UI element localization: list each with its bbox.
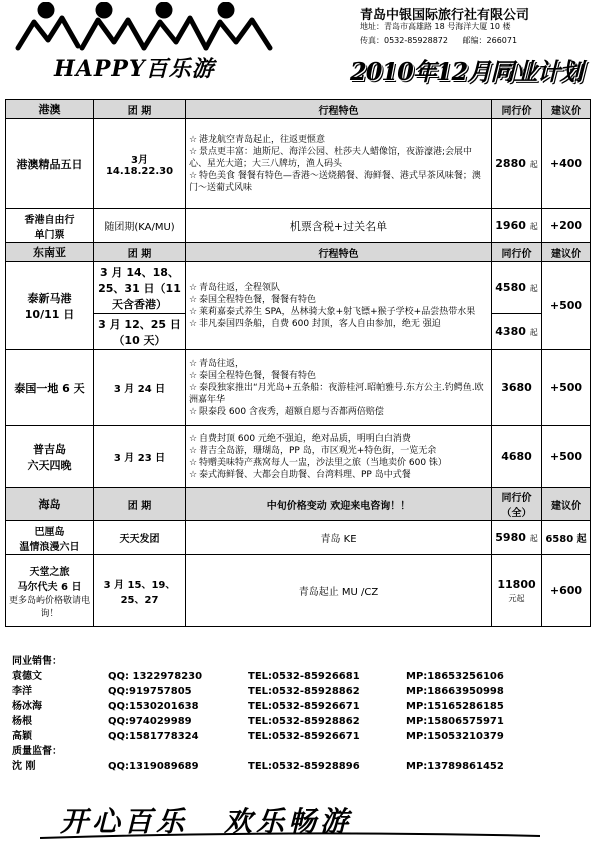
feature-item: ☆ 泰段独家推出“月光岛+五条船：夜游桂河.昭帕雅号.东方公主.钓鳄鱼.欧洲嘉年华 <box>189 382 484 405</box>
period-label: 团 期 <box>94 488 186 521</box>
table-row <box>6 555 591 627</box>
tour-features <box>186 426 492 488</box>
star-icon: ☆ <box>189 406 198 417</box>
postcode: 邮编：266071 <box>462 36 518 45</box>
fax-number: 传真：0532-85928872 <box>360 36 448 45</box>
contact-name: 袁德文 <box>12 671 42 682</box>
feature-item: ☆ 泰式海鲜餐、大都会自助餐、台湾料理、PP 岛中式餐 <box>189 469 411 480</box>
contact-name: 李洋 <box>12 686 32 697</box>
star-icon: ☆ <box>189 445 198 456</box>
contact-tel: TEL:0532-85928896 <box>248 761 360 772</box>
contact-row <box>8 759 588 774</box>
tour-date: 随团期(KA/MU) <box>94 209 186 243</box>
contact-qq: QQ: 1322978230 <box>108 671 203 682</box>
contact-tel: TEL:0532-85926671 <box>248 731 360 742</box>
company-name: 青岛中银国际旅行社有限公司 <box>360 8 530 23</box>
star-icon: ☆ <box>189 358 198 369</box>
contact-qq: QQ:1530201638 <box>108 701 199 712</box>
period-label: 团 期 <box>94 100 186 119</box>
tour-price: 1960 起 <box>492 209 542 243</box>
table-row <box>6 262 591 314</box>
tour-name: 天堂之旅 马尔代夫 6 日 <box>17 566 82 593</box>
feature-item: ☆ 港龙航空青岛起止，往返更惬意 <box>189 134 326 145</box>
tour-suggest-price: +500 <box>542 262 591 350</box>
company-contact <box>360 35 529 46</box>
plan-title: 2010年12月同业计划 <box>350 57 583 86</box>
contact-row <box>8 714 588 729</box>
tour-suggest-price: +500 <box>542 426 591 488</box>
contact-row <box>8 669 588 684</box>
contact-qq: QQ:919757805 <box>108 686 192 697</box>
period-label: 团 期 <box>94 243 186 262</box>
tour-date: 3月 14.18.22.30 <box>94 119 186 209</box>
tour-price: 2880 起 <box>492 119 542 209</box>
star-icon: ☆ <box>189 457 198 468</box>
contact-tel: TEL:0532-85926671 <box>248 701 360 712</box>
tour-date: 3 月 15、19、25、27 <box>94 555 186 627</box>
contact-mp: MP:18653256106 <box>406 671 504 682</box>
tour-price-table <box>5 99 591 627</box>
tour-price: 3680 <box>492 350 542 426</box>
sales-title: 同业销售： <box>12 656 62 667</box>
star-icon: ☆ <box>189 134 198 145</box>
star-icon: ☆ <box>189 433 198 444</box>
tour-suggest-price: +400 <box>542 119 591 209</box>
tour-name: 港澳精品五日 <box>6 119 94 209</box>
table-row <box>6 209 591 243</box>
feature-item: ☆ 泰国全程特色餐，餐餐有特色 <box>189 370 317 381</box>
tour-name-note: 更多岛屿价格敬请电询！ <box>9 595 91 619</box>
tour-name: 泰新马港 10/11 日 <box>6 262 94 350</box>
tour-features <box>186 119 492 209</box>
swoosh-underline-icon <box>40 832 540 840</box>
sales-contacts <box>8 654 588 774</box>
suggest-label: 建议价 <box>542 100 591 119</box>
feature-item: ☆ 限泰段 600 含夜秀，超额自愿与否都两倍赔偿 <box>189 406 384 417</box>
tour-suggest-price: +500 <box>542 350 591 426</box>
tour-price: 4580 起 <box>492 262 542 314</box>
tour-name-cell <box>6 555 94 627</box>
star-icon: ☆ <box>189 282 198 293</box>
table-row <box>6 426 591 488</box>
contact-row <box>8 729 588 744</box>
page-header <box>0 0 595 96</box>
contact-mp: MP:15053210379 <box>406 731 504 742</box>
feature-item: ☆ 特赠美味特产燕窝每人一盅，沙法里之旅（当地卖价 600 铢） <box>189 457 447 468</box>
slogan-right: 欢乐畅游 <box>224 805 353 838</box>
tour-features: 青岛 KE <box>186 521 492 555</box>
feature-item: ☆ 自费封顶 600 元绝不强迫，绝对品质，明明白白消费 <box>189 433 411 444</box>
feature-item: ☆ 非凡泰国四条船，自费 600 封顶，客人自由参加，绝无 强迫 <box>189 318 441 329</box>
region-label: 东南亚 <box>6 243 94 262</box>
feature-item: ☆ 泰国全程特色餐，餐餐有特色 <box>189 294 317 305</box>
tour-date: 3 月 23 日 <box>94 426 186 488</box>
features-label: 行程特色 <box>186 100 492 119</box>
tour-price: 11800 元起 <box>492 555 542 627</box>
feature-item: ☆ 景点更丰富：迪斯尼、海洋公园、杜莎夫人蜡像馆，夜游濠港;会展中心、星光大道；大三八牌坊，渔人码头 <box>189 146 473 169</box>
feature-item: ☆ 普吉全岛游，珊瑚岛，PP 岛，市区观光+特色街，一览无余 <box>189 445 437 456</box>
star-icon: ☆ <box>189 146 198 157</box>
star-icon: ☆ <box>189 170 198 181</box>
contact-mp: MP:13789861452 <box>406 761 504 772</box>
feature-item: ☆ 青岛往返，全程领队 <box>189 282 281 293</box>
contact-tel: TEL:0532-85926681 <box>248 671 360 682</box>
price-label: 同行价 <box>492 243 542 262</box>
price-label: 同行价 <box>492 100 542 119</box>
company-address: 地址：青岛市高雄路 18 号海洋大厦 10 楼 <box>360 22 511 31</box>
tour-name: 普吉岛 六天四晚 <box>6 426 94 488</box>
star-icon: ☆ <box>189 469 198 480</box>
tour-name: 泰国一地 6 天 <box>6 350 94 426</box>
price-label: 同行价（全） <box>492 488 542 521</box>
contact-tel: TEL:0532-85928862 <box>248 716 360 727</box>
star-icon: ☆ <box>189 370 198 381</box>
star-icon: ☆ <box>189 318 198 329</box>
tour-features: 青岛起止 MU /CZ <box>186 555 492 627</box>
tour-price: 5980 起 <box>492 521 542 555</box>
tour-name: 香港自由行 单门票 <box>6 209 94 243</box>
tour-name: 巴厘岛 温情浪漫六日 <box>6 521 94 555</box>
tour-date: 3 月 14、18、25、31 日（11 天含香港） <box>94 262 186 314</box>
contact-name: 杨冰海 <box>12 701 42 712</box>
contact-qq: QQ:974029989 <box>108 716 192 727</box>
table-row <box>6 521 591 555</box>
contact-name: 杨根 <box>12 716 32 727</box>
tour-suggest-price: +600 <box>542 555 591 627</box>
contact-tel: TEL:0532-85928862 <box>248 686 360 697</box>
table-row <box>6 350 591 426</box>
tour-features: 机票含税+过关名单 <box>186 209 492 243</box>
star-icon: ☆ <box>189 306 198 317</box>
tour-features <box>186 350 492 426</box>
contact-mp: MP:15806575971 <box>406 716 504 727</box>
contact-mp: MP:15165286185 <box>406 701 504 712</box>
tour-date: 3 月 12、25 日（10 天） <box>94 314 186 350</box>
tour-suggest-price: +200 <box>542 209 591 243</box>
logo-text: HAPPY百乐游 <box>54 56 215 82</box>
contact-mp: MP:18663950998 <box>406 686 504 697</box>
contact-name: 高颖 <box>12 731 32 742</box>
suggest-label: 建议价 <box>542 488 591 521</box>
section-header <box>6 488 591 521</box>
tour-price: 4680 <box>492 426 542 488</box>
features-label: 行程特色 <box>186 243 492 262</box>
tour-suggest-price: 6580 起 <box>542 521 591 555</box>
contact-row <box>8 684 588 699</box>
tour-price: 4380 起 <box>492 314 542 350</box>
feature-item: ☆ 特色美食 餐餐有特色—香港～送烧鹅餐、海鲜餐、港式早茶风味餐；澳门～送葡式风味 <box>189 170 481 193</box>
tour-date: 3 月 24 日 <box>94 350 186 426</box>
contact-qq: QQ:1319089689 <box>108 761 199 772</box>
contact-name: 沈 刚 <box>12 761 36 772</box>
logo-figures-icon <box>4 2 294 56</box>
suggest-label: 建议价 <box>542 243 591 262</box>
contact-row <box>8 699 588 714</box>
star-icon: ☆ <box>189 294 198 305</box>
tour-date: 天天发团 <box>94 521 186 555</box>
region-label: 港澳 <box>6 100 94 119</box>
slogan-left: 开心百乐 <box>60 805 189 838</box>
feature-item: ☆ 青岛往返， <box>189 358 245 369</box>
tour-features <box>186 262 492 350</box>
section-header <box>6 243 591 262</box>
contact-qq: QQ:1581778324 <box>108 731 199 742</box>
star-icon: ☆ <box>189 382 198 393</box>
feature-item: ☆ 莱莉嘉泰式养生 SPA，丛林骑大象+射飞镖+猴子学校+品尝热带水果 <box>189 306 476 317</box>
features-label: 中旬价格变动 欢迎来电咨询！！ <box>186 488 492 521</box>
region-label: 海岛 <box>6 488 94 521</box>
section-header <box>6 100 591 119</box>
qc-title: 质量监督： <box>12 746 62 757</box>
table-row <box>6 119 591 209</box>
